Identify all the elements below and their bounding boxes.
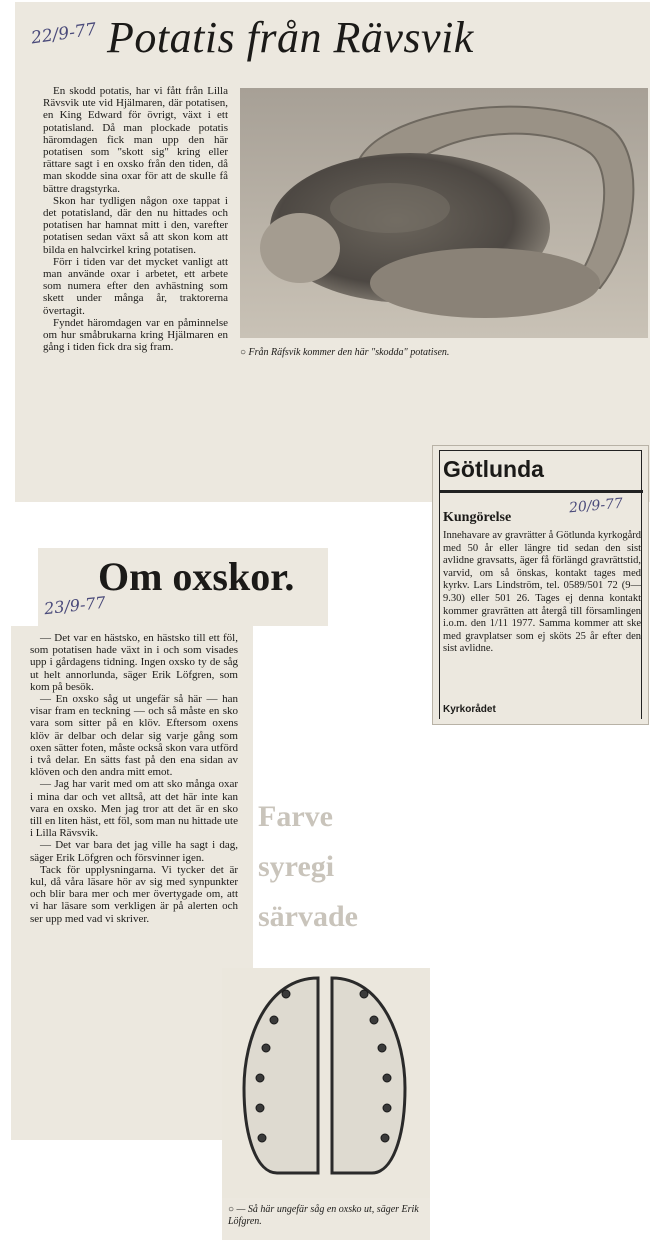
paragraph: Fyndet häromdagen var en påminnelse om hur småbrukarna kring Hjälmaren en gång i tiden fick dra sig fram. (43, 316, 228, 354)
handwritten-date: 23/9-77 (43, 592, 107, 619)
notice-title: Götlunda (443, 456, 544, 482)
article-oxskor-body-clipping (11, 626, 253, 1140)
notice-body: Innehavare av gravrätter å Götlunda kyrkogård med 50 år eller längre tid sedan den sist avlidne gravsatts, äger få förlängd gravrättstid, varvid, om så önskas, kontakt tages med kyrkv. Lars Lindström, tel. 0589/501 72 (9—9.30) eller 501 26. Tages ej denna kontakt kommer gravrätten att återgå till församlingen i.o.m. den 1/11 1977. Samma kommer att ske med gravplatser som ej sköts 25 år efter den sist avlidne. (443, 530, 641, 655)
paragraph: — Det var en hästsko, en hästsko till ett föl, som potatisen hade växt in i och som visades upp i gårdagens tidning. Ingen oxsko ty de såg ut helt annorlunda, säger Erik Löfgren, som kom på besök. (30, 632, 238, 693)
oxsko-drawing-clipping (222, 968, 430, 1240)
article-title: Om oxskor. (98, 554, 295, 599)
notice-title-rule (439, 490, 643, 493)
oxsko-drawing (222, 968, 430, 1198)
paragraph: — Det var bara det jag ville ha sagt i dag, säger Erik Löfgren och försvinner igen. (30, 839, 238, 864)
notice-signature: Kyrkorådet (443, 704, 496, 715)
photo-caption: ○ Från Räfsvik kommer den här "skodda" potatisen. (240, 347, 450, 358)
handwritten-date: 22/9-77 (29, 19, 98, 49)
paragraph: Förr i tiden var det mycket vanligt att man använde oxar i arbetet, ett arbete som numera efter den avhästning som skett under många år, traktorerna övertagit. (43, 255, 228, 317)
paragraph: — Jag har varit med om att sko många oxar i mina dar och vet alltså, att det här inte kan vara en oxsko. Men jag tror att det är en sko till en liten häst, ett föl, som man nu hittade ute i Lilla Rävsvik. (30, 778, 238, 840)
article-potatis-clipping (15, 2, 650, 502)
paragraph: Skon har tydligen någon oxe tappat i det potatisland, där den nu hittades och potatisen har hamnat mitt i den, varefter potatisen sedan växt så att skon kom att bilda en halvcirkel kring potatisen. (43, 194, 228, 256)
paragraph: En skodd potatis, har vi fått från Lilla Rävsvik ute vid Hjälmaren, där potatisen, en King Edward för övrigt, växt i ett potatisland. Då man plockade potatis häromdagen fick man upp den här potatisen som "skott sig" kring eller rättare sagt i en oxsko från den tiden, då man skodde sina oxar för att de skulle få bättre dragstyrka. (43, 85, 228, 195)
notice-heading: Kungörelse (443, 510, 512, 525)
article-body (30, 632, 238, 925)
paragraph: — En oxsko såg ut ungefär så här — han visar fram en teckning — och så måste en sko vara som sitter på en klöv. Eftersom oxens klöv är delbar och delar sig varje gång som oxen sätter foten, måste också skon vara utförd i två delar. En sätts fast på den ena sidan av klöven och den andra mitt emot. (30, 693, 238, 779)
potato-photo (240, 88, 648, 338)
drawing-caption: ○ — Så här ungefär såg en oxsko ut, säger Erik Löfgren. (228, 1204, 419, 1227)
notice-gotlunda-clipping (432, 445, 649, 725)
background-fragment: särvade (258, 900, 358, 933)
background-fragment: Farve (258, 800, 333, 833)
paragraph: Tack för upplysningarna. Vi tycker det är kul, då våra läsare hör av sig med synpunkter och blir bara mer och mer övertygade om, att vi har läsare som verkligen är på alerten och ser upp med vad vi skriver. (30, 863, 238, 925)
article-oxskor-header-clipping (38, 548, 328, 626)
article-title: Potatis från Rävsvik (107, 13, 474, 62)
background-fragment: syregi (258, 850, 335, 883)
article-body (43, 85, 228, 353)
handwritten-date: 20/9-77 (568, 495, 624, 517)
